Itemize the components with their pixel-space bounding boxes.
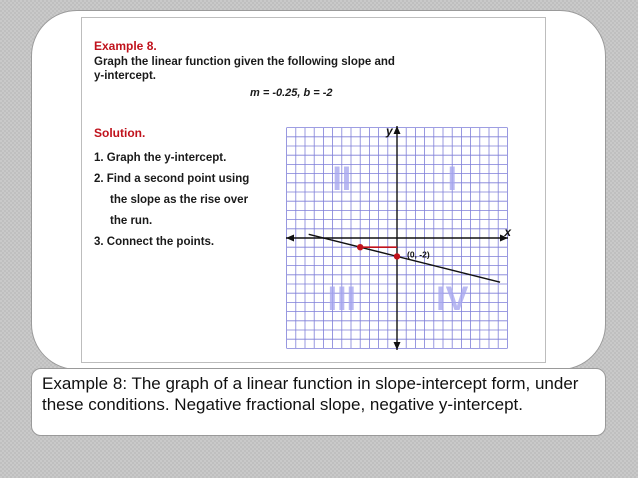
y-axis-arrow-up [394,126,401,134]
solution-step-2-cont: the slope as the rise over [110,194,249,206]
axes [286,126,508,350]
solution-heading: Solution. [94,126,146,140]
second-point [357,244,363,250]
quadrant-label-II: II [332,160,352,199]
quadrant-label-I: I [447,160,457,199]
example-equation: m = -0.25, b = -2 [250,87,333,99]
example-prompt-line2: y-intercept. [94,70,156,82]
y-axis-label: y [386,124,393,138]
example-title: Example 8. [94,39,157,53]
solution-step-1: 1. Graph the y-intercept. [94,152,227,164]
x-axis-label: x [504,225,512,239]
x-axis-arrow-left [286,235,294,242]
quadrant-labels [328,160,469,318]
solution-step-3: 3. Connect the points. [94,236,215,248]
quadrant-label-III: III [327,279,356,318]
example-prompt-line1: Graph the linear function given the following slope and [94,56,395,68]
caption-box [31,368,606,436]
quadrant-label-IV: IV [436,279,469,318]
solution-step-2-cont2: the run. [110,215,153,227]
solution-step-2: 2. Find a second point using [94,173,250,185]
intercept-point-label: (0, -2) [407,249,430,260]
coordinate-graph [285,124,512,351]
caption-text: Example 8: The graph of a linear function in slope-intercept form, under these conditions. Negative fractional slope, negative y-intercept. [42,374,579,414]
y-intercept-point [394,253,400,259]
